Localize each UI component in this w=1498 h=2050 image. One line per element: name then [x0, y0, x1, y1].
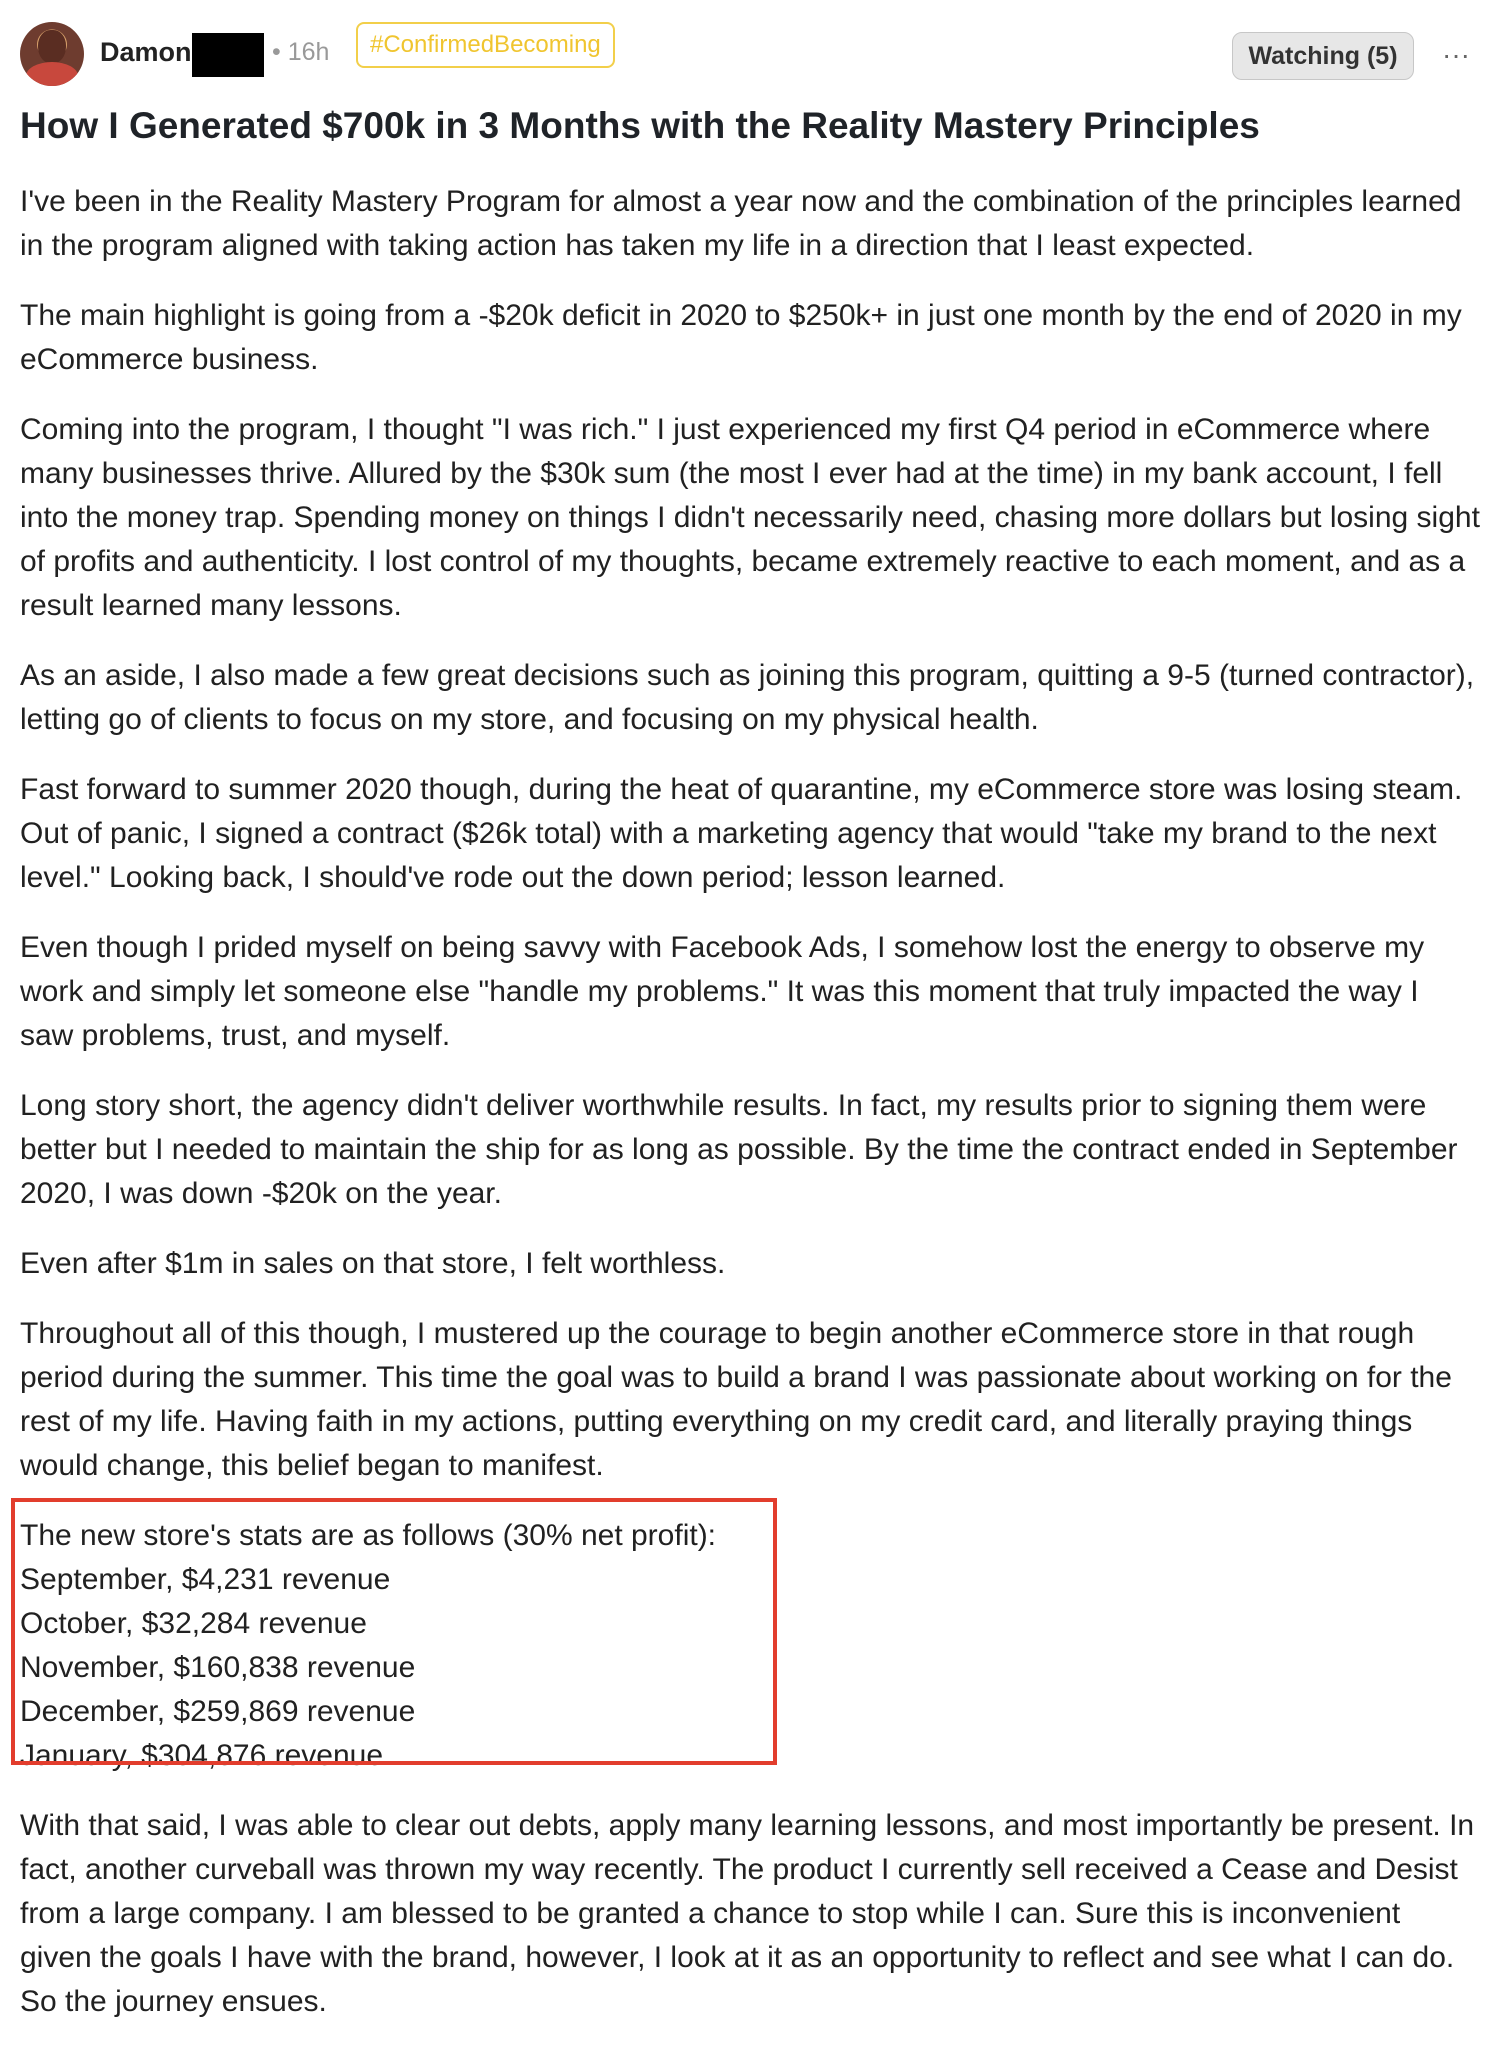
stats-intro: The new store's stats are as follows (30% net profit):	[20, 1519, 717, 1552]
author-name[interactable]: Damon	[100, 37, 192, 67]
paragraph: The main highlight is going from a -$20k deficit in 2020 to $250k+ in just one month by the end of 2020 in my eCommerce business.	[20, 299, 1462, 376]
paragraph: Fast forward to summer 2020 though, during the heat of quarantine, my eCommerce store was losing steam. Out of panic, I signed a contract ($26k total) with a marketing agency that would "take my brand to the next level." Looking back, I should've rode out the down period; lesson learned.	[20, 773, 1463, 894]
paragraph: As an aside, I also made a few great decisions such as joining this program, quitting a 9-5 (turned contractor), letting go of clients to focus on my store, and focusing on my physical health.	[20, 659, 1475, 736]
paragraph: Even after $1m in sales on that store, I felt worthless.	[20, 1247, 726, 1280]
author-avatar[interactable]	[20, 22, 84, 86]
stats-block	[20, 1514, 1480, 1778]
watching-button[interactable]: Watching (5)	[1232, 32, 1414, 80]
more-options-icon[interactable]: ···	[1442, 39, 1470, 70]
post-time: • 16h	[272, 38, 330, 66]
avatar-face	[38, 30, 66, 64]
post-body	[20, 180, 1480, 2050]
paragraph: Even though I prided myself on being savvy with Facebook Ads, I somehow lost the energy to observe my work and simply let someone else "handle my problems." It was this moment that truly impacted the way I saw problems, trust, and myself.	[20, 931, 1425, 1052]
paragraph: Long story short, the agency didn't deliver worthwhile results. In fact, my results prior to signing them were better but I needed to maintain the ship for as long as possible. By the time the contract ended in September 2020, I was down -$20k on the year.	[20, 1089, 1458, 1210]
paragraph: Coming into the program, I thought "I was rich." I just experienced my first Q4 period in eCommerce where many businesses thrive. Allured by the $30k sum (the most I ever had at the time) in my bank account, I fell into the money trap. Spending money on things I didn't necessarily need, chasing more dollars but losing sight of profits and authenticity. I lost control of my thoughts, became extremely reactive to each moment, and as a result learned many lessons.	[20, 413, 1480, 622]
stat-line-december: December, $259,869 revenue	[20, 1695, 416, 1728]
paragraph: I've been in the Reality Mastery Program for almost a year now and the combination of the principles learned in the program aligned with taking action has taken my life in a direction that I least expected.	[20, 185, 1462, 262]
closing-paragraph: With that said, I was able to clear out debts, apply many learning lessons, and most importantly be present. In fact, another curveball was thrown my way recently. The product I currently sell received a Cease and Desist from a large company. I am blessed to be granted a chance to stop while I can. Sure this is inconvenient given the goals I have with the brand, however, I look at it as an opportunity to reflect and see what I can do. So the journey ensues.	[20, 1809, 1475, 2018]
stat-line-september: September, $4,231 revenue	[20, 1563, 391, 1596]
highlight-box	[11, 1498, 777, 1765]
stat-line-november: November, $160,838 revenue	[20, 1651, 416, 1684]
post-header	[20, 22, 1478, 88]
paragraph: Throughout all of this though, I mustered up the courage to begin another eCommerce store in that rough period during the summer. This time the goal was to build a brand I was passionate about working on for the rest of my life. Having faith in my actions, putting everything on my credit card, and literally praying things would change, this belief began to manifest.	[20, 1317, 1452, 1482]
stat-line-january: January, $304,876 revenue	[20, 1739, 384, 1772]
stat-line-october: October, $32,284 revenue	[20, 1607, 367, 1640]
hashtag-badge[interactable]: #ConfirmedBecoming	[356, 22, 615, 68]
avatar-shirt	[26, 62, 78, 86]
post-title: How I Generated $700k in 3 Months with the Reality Mastery Principles	[20, 105, 1260, 146]
redaction-box	[192, 33, 264, 77]
